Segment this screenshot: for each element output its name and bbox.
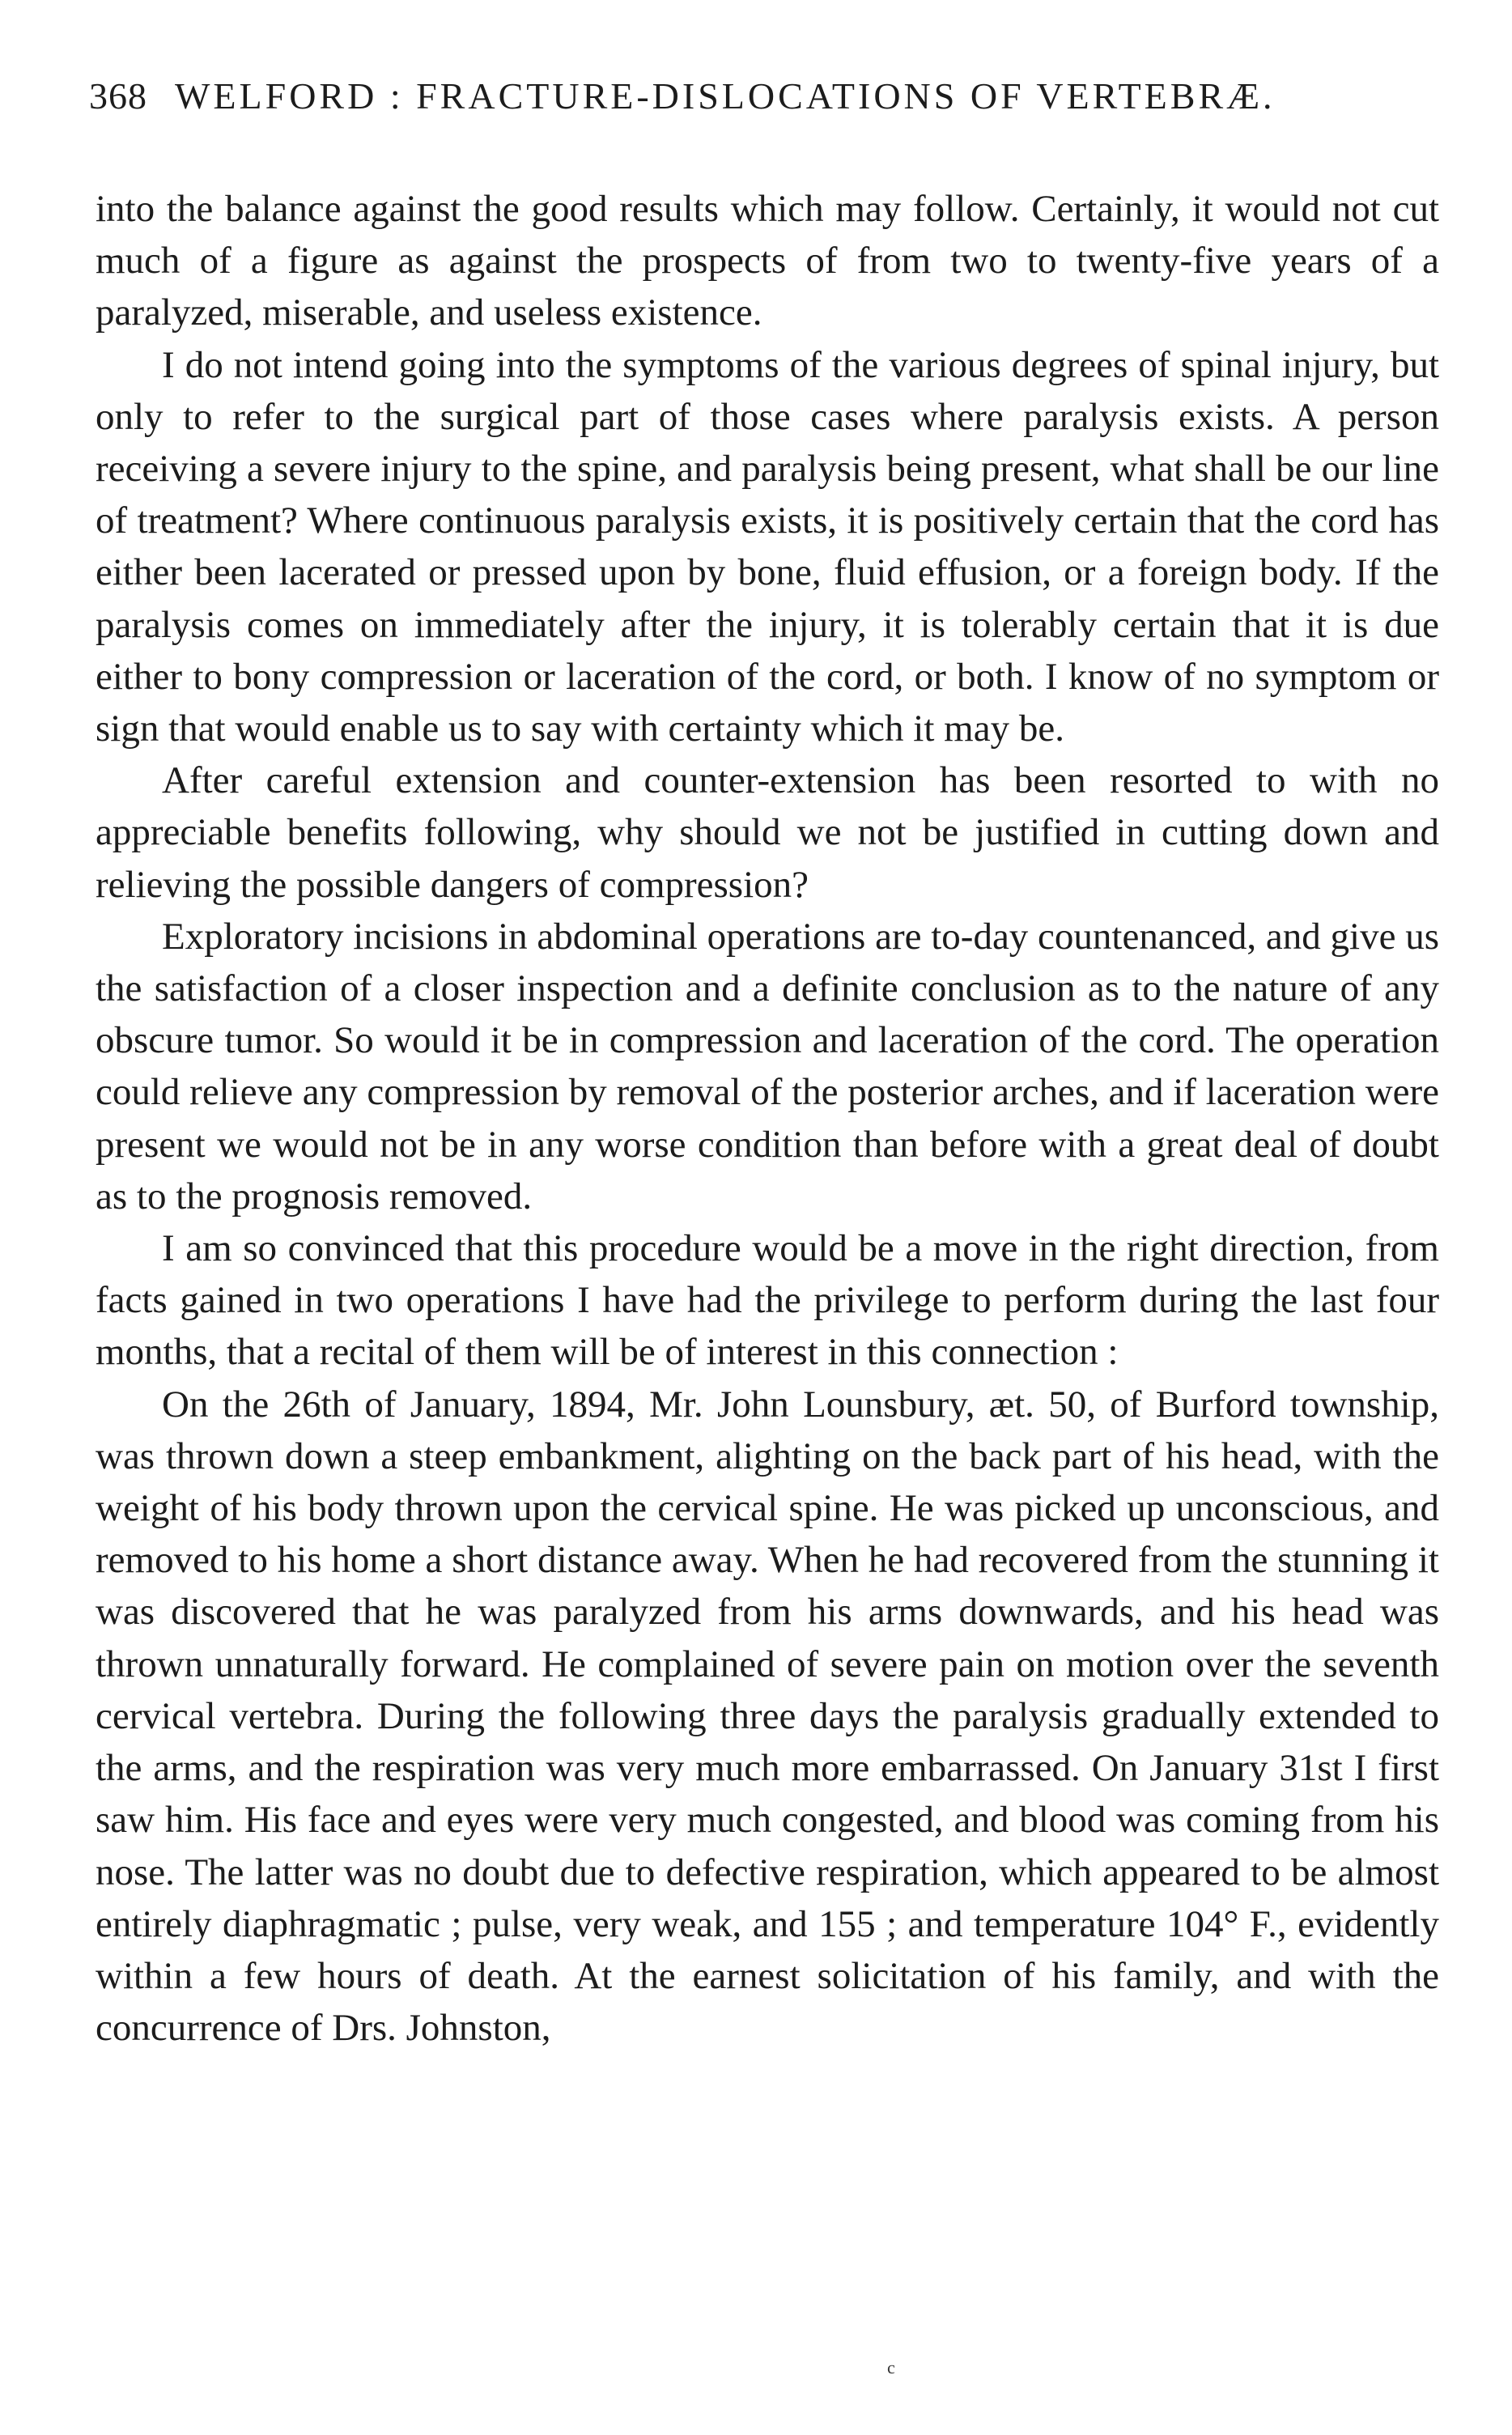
running-head (89, 74, 1441, 117)
page-number: 368 (89, 75, 147, 117)
body-text (96, 183, 1439, 2054)
signature-mark: c (887, 2357, 895, 2378)
paragraph-exploratory: Exploratory incisions in abdominal operations are to-day countenanced, and give us the satisfaction of a closer inspection and a definite conclusion as to the nature of any obscure tumor. So would it be in compression and laceration of the cord. The operation could relieve any compression by removal of the posterior arches, and if laceration were present we would not be in any worse condition than before with a great deal of doubt as to the prognosis removed. (96, 915, 1440, 1218)
paragraph-extension: After careful extension and counter-extension has been resorted to with no appreciable benefits following, why should we not be justified in cutting down and relieving the possible dangers of compression? (96, 759, 1439, 906)
paragraph-continued: into the balance against the good results which may follow. Certainly, it would not cut much of a figure as against the prospects of from two to twenty-five years of a paralyzed, miserable, and useless existence. (96, 188, 1439, 334)
paragraph-case-report: On the 26th of January, 1894, Mr. John Lounsbury, æt. 50, of Burford township, was thrown down a steep embankment, alighting on the back part of his head, with the weight of his body thrown upon the cervical spine. He was picked up unconscious, and removed to his home a short distance away. When he had recovered from the stunning it was discovered that he was paralyzed from his arms downwards, and his head was thrown unnaturally forward. He complained of severe pain on motion over the seventh cervical vertebra. During the following three days the paralysis gradually extended to the arms, and the respiration was very much more embarrassed. On January 31st I first saw him. His face and eyes were very much congested, and blood was coming from his nose. The latter was no doubt due to defective respiration, which appeared to be almost entirely diaphragmatic ; pulse, very weak, and 155 ; and temperature 104° F., evidently within a few hours of death. At the earnest solicitation of his family, and with the concurrence of Drs. Johnston, (96, 1383, 1439, 2050)
paragraph-convinced: I am so convinced that this procedure would be a move in the right direction, from facts gained in two operations I have had the privilege to perform during the last four months, that a recital of them will be of interest in this connection : (96, 1227, 1439, 1374)
running-title: WELFORD : FRACTURE-DISLOCATIONS OF VERTEBRÆ. (175, 75, 1276, 117)
paragraph-symptoms: I do not intend going into the symptoms of the various degrees of spinal injury, but only to refer to the surgical part of those cases where paralysis exists. A person receiving a severe injury to the spine, and paralysis being present, what shall be our line of treatment? Where continuous paralysis exists, it is positively certain that the cord has either been lacerated or pressed upon by bone, fluid effusion, or a foreign body. If the paralysis comes on immediately after the injury, it is tolerably certain that it is due either to bony compression or laceration of the cord, or both. I know of no symptom or sign that would enable us to say with certainty which it may be. (96, 343, 1439, 750)
